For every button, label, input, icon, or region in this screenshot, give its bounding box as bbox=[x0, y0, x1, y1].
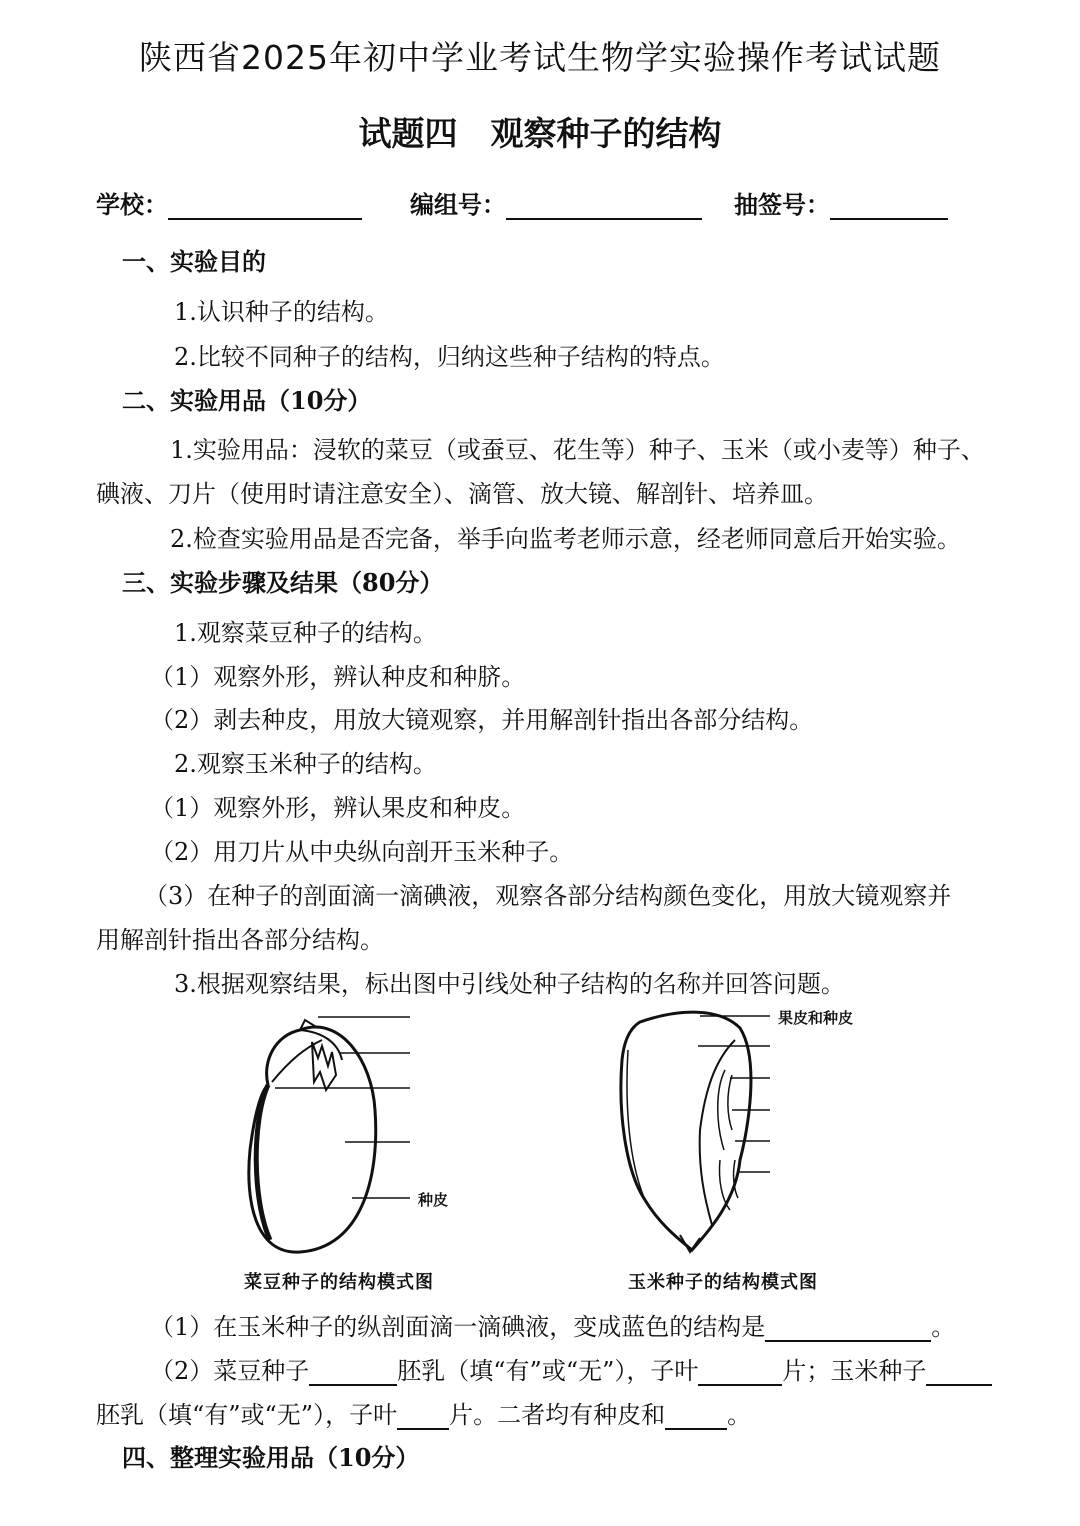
step-1-2: （2）剥去种皮，用放大镜观察，并用解剖针指出各部分结构。 bbox=[150, 706, 814, 734]
question-2-part-f: 。 bbox=[727, 1401, 752, 1429]
bean-leader-lines bbox=[275, 1017, 410, 1198]
section2-item2: 2.检查实验用品是否完备，举手向监考老师示意，经老师同意后开始实验。 bbox=[170, 525, 961, 553]
section1-item: 2.比较不同种子的结构，归纳这些种子结构的特点。 bbox=[174, 343, 725, 371]
corn-caption: 玉米种子的结构模式图 bbox=[628, 1272, 818, 1293]
step-1: 1.观察菜豆种子的结构。 bbox=[174, 619, 437, 647]
question-2-part-e: 片。二者均有种皮和 bbox=[449, 1401, 666, 1429]
section4-heading: 四、整理实验用品（10分） bbox=[122, 1443, 420, 1472]
question-1 bbox=[150, 1307, 955, 1342]
step-2-2: （2）用刀片从中央纵向剖开玉米种子。 bbox=[150, 838, 574, 866]
bean-seed-diagram bbox=[249, 1020, 376, 1252]
section2-item1-line2: 碘液、刀片（使用时请注意安全）、滴管、放大镜、解剖针、培养皿。 bbox=[96, 480, 828, 508]
corn-pericarp-label: 果皮和种皮 bbox=[778, 1009, 854, 1027]
bean-caption: 菜豆种子的结构模式图 bbox=[244, 1272, 434, 1293]
section1-heading: 一、实验目的 bbox=[122, 247, 266, 276]
question-1-end: 。 bbox=[931, 1313, 956, 1341]
answer-blank-4[interactable] bbox=[926, 1356, 992, 1386]
group-label: 编组号： bbox=[410, 190, 506, 219]
question-2-line1 bbox=[150, 1351, 992, 1386]
answer-blank-1[interactable] bbox=[765, 1312, 931, 1342]
section2-heading: 二、实验用品（10分） bbox=[122, 386, 372, 415]
question-1-text: （1）在玉米种子的纵剖面滴一滴碘液，变成蓝色的结构是 bbox=[150, 1313, 766, 1341]
corn-leader-lines bbox=[698, 1016, 770, 1172]
question-2-line2 bbox=[96, 1395, 751, 1430]
question-2-part-a: （2）菜豆种子 bbox=[150, 1357, 310, 1385]
step-2: 2.观察玉米种子的结构。 bbox=[174, 750, 437, 778]
exam-subtitle: 试题四 观察种子的结构 bbox=[358, 114, 722, 153]
question-2-part-d: 胚乳（填“有”或“无”），子叶 bbox=[96, 1401, 398, 1429]
bean-seedcoat-label: 种皮 bbox=[418, 1191, 449, 1209]
exam-title: 陕西省2025年初中学业考试生物学实验操作考试试题 bbox=[139, 38, 941, 77]
section3-heading: 三、实验步骤及结果（80分） bbox=[122, 568, 444, 597]
school-label: 学校： bbox=[96, 190, 168, 219]
answer-blank-3[interactable] bbox=[698, 1356, 782, 1386]
section1-item: 1.认识种子的结构。 bbox=[174, 298, 389, 326]
section2-item1-line1: 1.实验用品：浸软的菜豆（或蚕豆、花生等）种子、玉米（或小麦等）种子、 bbox=[170, 436, 985, 464]
answer-blank-2[interactable] bbox=[309, 1356, 397, 1386]
step-3: 3.根据观察结果，标出图中引线处种子结构的名称并回答问题。 bbox=[174, 970, 845, 998]
step-2-3-line2: 用解剖针指出各部分结构。 bbox=[96, 926, 384, 954]
lot-label: 抽签号： bbox=[734, 190, 830, 219]
step-2-1: （1）观察外形，辨认果皮和种皮。 bbox=[150, 794, 526, 822]
step-2-3-line1: （3）在种子的剖面滴一滴碘液，观察各部分结构颜色变化，用放大镜观察并 bbox=[144, 882, 952, 910]
answer-blank-5[interactable] bbox=[397, 1400, 449, 1430]
question-2-part-c: 片；玉米种子 bbox=[782, 1357, 927, 1385]
step-1-1: （1）观察外形，辨认种皮和种脐。 bbox=[150, 663, 526, 691]
answer-blank-6[interactable] bbox=[665, 1400, 727, 1430]
corn-seed-diagram bbox=[621, 1012, 751, 1252]
question-2-part-b: 胚乳（填“有”或“无”），子叶 bbox=[397, 1357, 699, 1385]
